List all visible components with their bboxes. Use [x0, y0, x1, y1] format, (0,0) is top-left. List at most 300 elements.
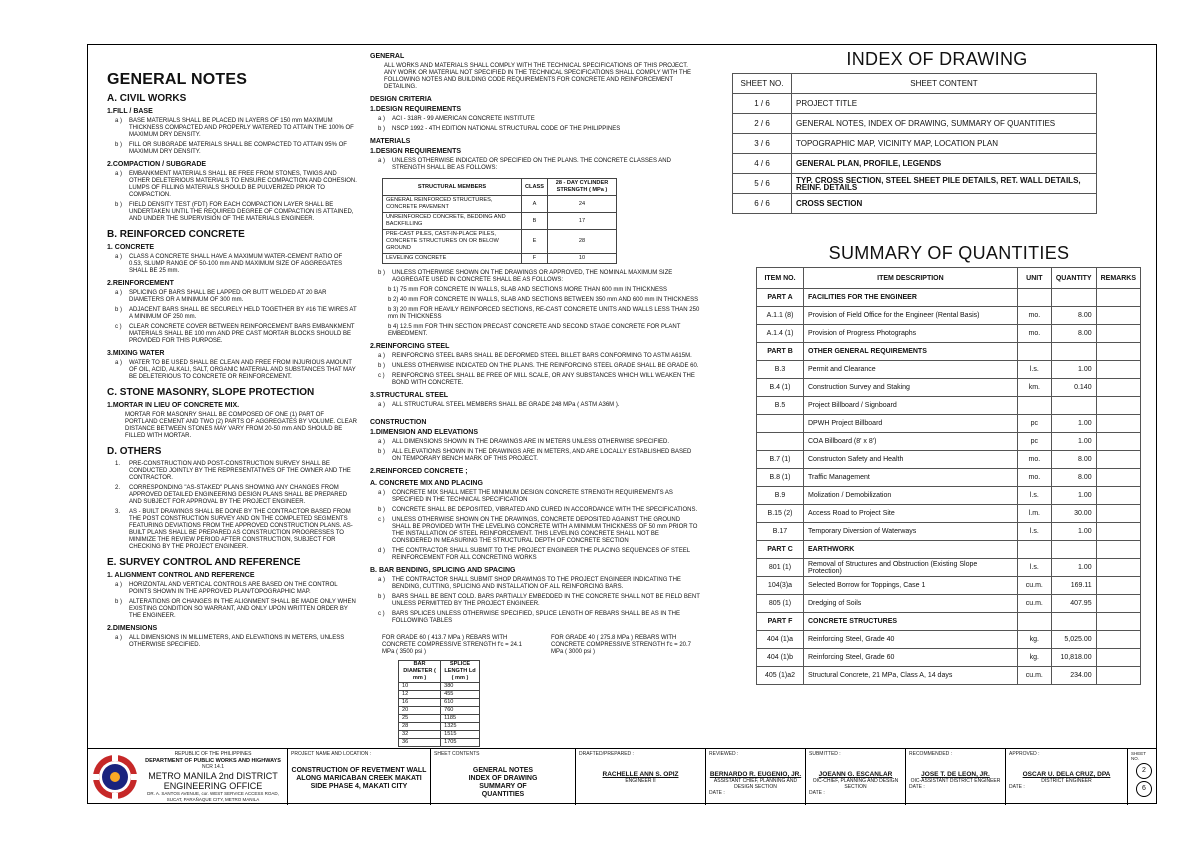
sheet-number-cell: 2 / 6 [733, 114, 792, 134]
reinforcement-note-text: CLEAR CONCRETE COVER BETWEEN REINFORCEMENT BARS EMBANKMENT MATERIALS SHALL BE 100 mm AND PRE CAST MORTAR BLOCKS SHOULD BE PROVIDED FOR THIS PURPOSE. [129, 324, 355, 344]
remarks-cell [1096, 415, 1140, 433]
summary-item-row [757, 325, 1141, 343]
summary-part-row [757, 343, 1141, 361]
quantity-cell: 8.00 [1051, 325, 1096, 343]
sheet-content-cell: PROJECT TITLE [792, 94, 1097, 114]
others-heading: D. OTHERS [107, 446, 162, 457]
recommended-position: OIC-ASSISTANT DISTRICT ENGINEER [910, 778, 1001, 784]
construction-heading: CONSTRUCTION [370, 419, 427, 426]
structural-note-item [370, 402, 700, 409]
table-cell: E [521, 230, 547, 254]
dimension-elevations-list [370, 439, 700, 463]
quantity-cell: 10,818.00 [1051, 649, 1096, 667]
table-header-cell: ITEM NO. [757, 268, 804, 289]
compaction-note-item [107, 171, 357, 199]
mortar-heading: 1.MORTAR IN LIEU OF CONCRETE MIX. [107, 402, 240, 409]
sheet-no-caption: SHEET NO. [1131, 751, 1146, 761]
sheet-number-cell: 6 / 6 [733, 194, 792, 214]
summary-item-row [757, 649, 1141, 667]
remarks-cell [1096, 559, 1140, 577]
right-column [732, 49, 1142, 685]
index-table [732, 73, 1097, 214]
part-description: CONCRETE STRUCTURES [804, 613, 1018, 631]
concrete-note-text: CLASS A CONCRETE SHALL HAVE A MAXIMUM WATER-CEMENT RATIO OF 0.53, SLUMP RANGE OF 50-100 mm AND MAXIMUM SIZE OF AGGREGATES SHALL BE 25 mm. [129, 254, 343, 274]
dimensions-heading: 2.DIMENSIONS [107, 625, 158, 632]
sheet-content-cell: TOPOGRAPHIC MAP, VICINITY MAP, LOCATION PLAN [792, 134, 1097, 154]
table-cell: 20 [399, 707, 441, 715]
unit-cell: km. [1017, 379, 1051, 397]
item-description: Provision of Field Office for the Engineer (Rental Basis) [804, 307, 1018, 325]
item-description: Permit and Clearance [804, 361, 1018, 379]
reinforcement-note-text: SPLICING OF BARS SHALL BE LAPPED OR BUTT WELDED AT 20 BAR DIAMETERS OR A MINIMUM OF 300 mm. [129, 290, 327, 303]
steel-note-item [370, 373, 700, 387]
others-note-text: PRE-CONSTRUCTION AND POST-CONSTRUCTION SURVEY SHALL BE CONDUCTED JOINTLY BY THE REPRESENTATIVES OF THE OWNER AND THE CONTRACTOR. [129, 461, 351, 481]
remarks-cell [1096, 343, 1140, 361]
sheet-number-cell: 1 / 6 [733, 94, 792, 114]
fill-note-item [107, 118, 357, 139]
fill-note-label: a ) [115, 118, 123, 124]
mixing-water-note-text: WATER TO BE USED SHALL BE CLEAN AND FREE FROM INJURIOUS AMOUNT OF OIL, ACID, ALKALI, SALT, ORGANIC MATERIAL AND SUBSTANCES THAT MAY BE DELETERIOUS TO CONCRETE OR REINFORCEMENT. [129, 360, 356, 380]
remarks-cell [1096, 433, 1140, 451]
sheet-number-cell: 4 / 6 [733, 154, 792, 174]
remarks-cell [1096, 307, 1140, 325]
remarks-cell [1096, 541, 1140, 559]
drafted-caption: DRAFTED/PREPARED : [579, 751, 634, 757]
alignment-note-label: a ) [115, 582, 123, 588]
sheet-no-cell [1127, 749, 1157, 805]
design-requirements-heading: 1.DESIGN REQUIREMENTS [370, 106, 462, 113]
reviewed-position: ASSISTANT CHIEF, PLANNING AND DESIGN SECTION [713, 778, 798, 790]
reinforcement-note-item [107, 290, 357, 304]
item-description: Traffic Management [804, 469, 1018, 487]
rebar-grade40-note: FOR GRADE 40 ( 275.8 MPa ) REBARS WITH CONCRETE COMPRESSIVE STRENGTH f'c = 20.7 MPa ( 3000 psi ) [551, 635, 692, 655]
table-cell: B [521, 213, 547, 230]
quantity-cell: 5,025.00 [1051, 631, 1096, 649]
criteria-list [370, 116, 700, 133]
dpwh-logo-icon [91, 753, 139, 801]
materials-requirements-heading: 1.DESIGN REQUIREMENTS [370, 148, 462, 155]
dimension-elev-note-item [370, 439, 700, 446]
item-description: Reinforcing Steel, Grade 40 [804, 631, 1018, 649]
item-description: Constructon Safety and Health [804, 451, 1018, 469]
table-cell: 24 [547, 196, 616, 213]
item-number: 104(3)a [757, 577, 804, 595]
reinforced-concrete-sub-heading: 2.REINFORCED CONCRETE ; [370, 468, 468, 475]
title-block [87, 748, 1157, 805]
summary-item-row [757, 523, 1141, 541]
table-cell: 380 [441, 683, 480, 691]
submitted-name: JOEANN G. ESCANLAR [818, 771, 893, 778]
item-number [757, 415, 804, 433]
reinforced-concrete-heading: B. REINFORCED CONCRETE [107, 229, 245, 240]
general-text: ALL WORKS AND MATERIALS SHALL COMPLY WITH THE TECHNICAL SPECIFICATIONS OF THIS PROJECT. ANY WORK OR MATERIAL NOT SPECIFIED IN THE TECHNICAL SPECIFICATIONS SHALL COMPLY WITH THE FOLLOWING NOTES AND BUILDING CODE REQUIREMENTS FOR CONCRETE AND REINFORCEMENT DETAILING. [384, 63, 692, 90]
table-header-cell: QUANTITY [1051, 268, 1096, 289]
quantity-cell: 407.95 [1051, 595, 1096, 613]
quantity-cell [1051, 541, 1096, 559]
unit-cell: kg. [1017, 631, 1051, 649]
fill-base-heading: 1.FILL / BASE [107, 108, 153, 115]
quantity-cell: 1.00 [1051, 433, 1096, 451]
item-description: COA Billboard (8' x 8') [804, 433, 1018, 451]
table-row [383, 196, 617, 213]
concrete-note-label: a ) [115, 254, 123, 260]
office-line-6: DR. A. SANTOS AVENUE, cor. WEST SERVICE ACCESS ROAD, [147, 790, 279, 796]
part-label: PART F [757, 613, 804, 631]
office-line-7: SUCAT, PARAÑAQUE CITY, METRO MANILA [166, 797, 260, 802]
remarks-cell [1096, 649, 1140, 667]
table-cell: 1325 [441, 723, 480, 731]
materials-a [370, 158, 700, 172]
summary-table [756, 267, 1141, 685]
table-row [399, 715, 480, 723]
quantity-cell [1051, 289, 1096, 307]
remarks-cell [1096, 469, 1140, 487]
compaction-heading: 2.COMPACTION / SUBGRADE [107, 161, 207, 168]
unit-cell [1017, 541, 1051, 559]
quantity-cell [1051, 343, 1096, 361]
dimension-elev-note-label: a ) [378, 439, 386, 445]
project-name: CONSTRUCTION OF REVETMENT WALL ALONG MARICABAN CREEK MAKATI SIDE PHASE 4, MAKATI CITY [291, 767, 427, 790]
table-row [733, 154, 1097, 174]
table-cell: 10 [547, 254, 616, 264]
table-row [399, 699, 480, 707]
table-cell: 1705 [441, 739, 480, 747]
project-cell [287, 749, 430, 805]
sheet-content-cell: GENERAL PLAN, PROFILE, LEGENDS [792, 154, 1097, 174]
splice-length-body [399, 683, 480, 747]
table-cell: 28 [399, 723, 441, 731]
materials-b [370, 270, 700, 284]
table-cell: 25 [399, 715, 441, 723]
remarks-cell [1096, 487, 1140, 505]
survey-heading: E. SURVEY CONTROL AND REFERENCE [107, 557, 301, 568]
table-row [383, 254, 617, 264]
office-line-1: REPUBLIC OF THE PHILIPPINES [174, 751, 252, 757]
criteria-note-label: a ) [378, 116, 386, 122]
mix-note-text: THE CONTRACTOR SHALL SUBMIT TO THE PROJECT ENGINEER THE PLACING SEQUENCES OF STEEL REINFORCEMENT FOR ALL CONCRETING WORKS [392, 548, 690, 561]
mix-note-text: UNLESS OTHERWISE SHOWN ON THE DRAWINGS, CONCRETE DEPOSITED AGAINST THE GROUND SHALL BE PROVIDED WITH THE LEVELING CONCRETE WITH A MINIMUM THICKNESS OF 50 mm PRIOR TO THE INSTALLATION OF STEEL REINFORCEMENT. THIS LEVELING CONCRETE SHALL NOT BE CONSIDERED IN MEASURING THE STRUCTURAL DEPTH OF CONCRETE SECTION [392, 517, 698, 544]
recommended-name: JOSE T. DE LEON, JR. [921, 771, 990, 778]
item-description: Selected Borrow for Toppings, Case 1 [804, 577, 1018, 595]
table-cell: 760 [441, 707, 480, 715]
bend-note-item [370, 577, 700, 591]
item-number: B.17 [757, 523, 804, 541]
table-row [399, 683, 480, 691]
table-cell: 12 [399, 691, 441, 699]
unit-cell: l.s. [1017, 487, 1051, 505]
dimension-elev-note-text: ALL DIMENSIONS SHOWN IN THE DRAWINGS ARE IN METERS UNLESS OTHERWISE SPECIFIED. [392, 439, 670, 445]
structural-note-text: ALL STRUCTURAL STEEL MEMBERS SHALL BE GRADE 248 MPa ( ASTM A36M ). [392, 402, 620, 408]
remarks-cell [1096, 577, 1140, 595]
table-header-cell: SHEET NO. [733, 74, 792, 94]
unit-cell: l.s. [1017, 361, 1051, 379]
project-caption: PROJECT NAME AND LOCATION : [291, 751, 372, 757]
mix-note-label: b ) [378, 507, 386, 513]
summary-item-row [757, 307, 1141, 325]
compaction-note-label: a ) [115, 171, 123, 177]
bar-bending-heading: B. BAR BENDING, SPLICING AND SPACING [370, 567, 516, 574]
summary-item-row [757, 469, 1141, 487]
item-description: Temporary Diversion of Waterways [804, 523, 1018, 541]
sheet-content-cell: TYP. CROSS SECTION, STEEL SHEET PILE DETAILS, RET. WALL DETAILS, REINF. DETAILS [792, 174, 1097, 194]
unit-cell: kg. [1017, 649, 1051, 667]
mortar-text: MORTAR FOR MASONRY SHALL BE COMPOSED OF ONE (1) PART OF PORTLAND CEMENT AND TWO (2) PARTS OF AGGREGATES BY VOLUME. CLEAR DISTANCE BETWEEN STONES MAY VARY FROM 20-50 mm AND SHOULD BE FILLED WITH MORTAR. [125, 412, 357, 439]
item-description: Reinforcing Steel, Grade 60 [804, 649, 1018, 667]
sheet-content-cell: GENERAL NOTES, INDEX OF DRAWING, SUMMARY OF QUANTITIES [792, 114, 1097, 134]
criteria-note-item [370, 126, 700, 133]
table-header-cell: CLASS [521, 179, 547, 196]
table-row [733, 94, 1097, 114]
item-description: Removal of Structures and Obstruction (Existing Slope Protection) [804, 559, 1018, 577]
summary-of-quantities-title: SUMMARY OF QUANTITIES [828, 243, 1070, 263]
unit-cell: cu.m. [1017, 667, 1051, 685]
bend-note-label: a ) [378, 577, 386, 583]
quantity-cell: 1.00 [1051, 415, 1096, 433]
quantity-cell: 8.00 [1051, 307, 1096, 325]
table-row [733, 194, 1097, 214]
table-cell: A [521, 196, 547, 213]
sheet-content-cell: CROSS SECTION [792, 194, 1097, 214]
reinforcement-note-label: a ) [115, 290, 123, 296]
reinforcing-steel-list [370, 353, 700, 387]
alignment-heading: 1. ALIGNMENT CONTROL AND REFERENCE [107, 572, 255, 579]
dimension-note-item [107, 635, 357, 649]
reinforcement-note-text: ADJACENT BARS SHALL BE SECURELY HELD TOGETHER BY #16 TIE WIRES AT A MINIMUM OF 250 mm. [129, 307, 357, 320]
mix-note-text: CONCRETE SHALL BE DEPOSITED, VIBRATED AND CURED IN ACCORDANCE WITH THE SPECIFICATIONS. [392, 507, 698, 513]
general-notes-title: GENERAL NOTES [107, 71, 248, 88]
table-cell: PRE-CAST PILES, CAST-IN-PLACE PILES, CONCRETE STRUCTURES ON OR BELOW GROUND [383, 230, 522, 254]
item-description: Molization / Demobilization [804, 487, 1018, 505]
materials-a-label: a ) [378, 158, 386, 164]
submitted-date-label: DATE : [809, 790, 825, 796]
rebar-grade-notes [382, 635, 700, 656]
concrete-note-item [107, 254, 357, 275]
steel-note-label: b ) [378, 363, 386, 369]
sheet-total: 6 [1136, 781, 1152, 797]
contents-cell [430, 749, 575, 805]
remarks-cell [1096, 325, 1140, 343]
unit-cell [1017, 397, 1051, 415]
structural-steel-heading: 3.STRUCTURAL STEEL [370, 392, 449, 399]
drafted-position: ENGINEER II [625, 778, 656, 784]
index-of-drawing-title: INDEX OF DRAWING [846, 49, 1028, 69]
summary-part-row [757, 289, 1141, 307]
materials-a-text: UNLESS OTHERWISE INDICATED OR SPECIFIED ON THE PLANS. THE CONCRETE CLASSES AND STRENGTH SHALL BE AS FOLLOWS: [392, 158, 671, 171]
fill-note-item [107, 142, 357, 156]
fill-list [107, 118, 357, 156]
alignment-list [107, 582, 357, 620]
fill-note-text: FILL OR SUBGRADE MATERIALS SHALL BE COMPACTED TO ATTAIN 95% OF MAXIMUM DRY DENSITY. [129, 142, 347, 155]
remarks-cell [1096, 397, 1140, 415]
dimensions-list [107, 635, 357, 649]
unit-cell: pc [1017, 415, 1051, 433]
part-description: EARTHWORK [804, 541, 1018, 559]
summary-item-row [757, 361, 1141, 379]
index-header [733, 74, 1097, 94]
concrete-mix-heading: A. CONCRETE MIX AND PLACING [370, 480, 483, 487]
reinforcement-heading: 2.REINFORCEMENT [107, 280, 174, 287]
summary-part-row [757, 613, 1141, 631]
materials-heading: MATERIALS [370, 138, 411, 145]
splice-length-table [398, 660, 480, 747]
remarks-cell [1096, 523, 1140, 541]
concrete-class-table [382, 178, 617, 264]
item-number [757, 433, 804, 451]
item-description: Structural Concrete, 21 MPa, Class A, 14 days [804, 667, 1018, 685]
table-header-cell: UNIT [1017, 268, 1051, 289]
alignment-note-text: HORIZONTAL AND VERTICAL CONTROLS ARE BASED ON THE CONTROL POINTS SHOWN IN THE APPROVED PLAN/TOPOGRAPHIC MAP. [129, 582, 338, 595]
aggregate-size-item: b 1) 75 mm FOR CONCRETE IN WALLS, SLAB AND SECTIONS MORE THAN 600 mm IN THICKNESS [388, 287, 667, 293]
item-number: B.9 [757, 487, 804, 505]
quantity-cell: 30.00 [1051, 505, 1096, 523]
unit-cell [1017, 289, 1051, 307]
table-cell: 10 [399, 683, 441, 691]
item-description: Provision of Progress Photographs [804, 325, 1018, 343]
steel-note-label: c ) [378, 373, 385, 379]
alignment-note-item [107, 599, 357, 620]
summary-item-row [757, 379, 1141, 397]
bend-note-item [370, 594, 700, 608]
aggregate-size-item: b 4) 12.5 mm FOR THIN SECTION PRECAST CONCRETE AND SECOND STAGE CONCRETE FOR PLANT EMBEDMENT. [388, 324, 681, 337]
unit-cell: mo. [1017, 307, 1051, 325]
remarks-cell [1096, 613, 1140, 631]
recommended-cell [905, 749, 1005, 805]
mixing-water-list [107, 360, 357, 381]
summary-item-row [757, 631, 1141, 649]
approved-position: DISTRICT ENGINEER [1041, 778, 1092, 784]
table-header-cell: SHEET CONTENT [792, 74, 1097, 94]
table-cell: 455 [441, 691, 480, 699]
table-cell: 28 [547, 230, 616, 254]
reinforcement-note-item [107, 307, 357, 321]
criteria-note-label: b ) [378, 126, 386, 132]
dimension-elevations-heading: 1.DIMENSION AND ELEVATIONS [370, 429, 478, 436]
others-note-item [107, 509, 357, 551]
table-header-cell: ITEM DESCRIPTION [804, 268, 1018, 289]
alignment-note-text: ALTERATIONS OR CHANGES IN THE ALIGNMENT SHALL BE MADE ONLY WHEN EXISTING CONDITION SO WARRANT, AND ONLY UPON WRITTEN ORDER BY THE ENGINEER. [129, 599, 356, 619]
unit-cell: mo. [1017, 325, 1051, 343]
item-number: A.1.1 (8) [757, 307, 804, 325]
reviewed-caption: REVIEWED : [709, 751, 739, 757]
submitted-cell [805, 749, 905, 805]
summary-item-row [757, 487, 1141, 505]
table-cell: 17 [547, 213, 616, 230]
others-note-text: AS - BUILT DRAWINGS SHALL BE DONE BY THE CONTRACTOR BASED FROM THE POST CONSTRUCTION SURVEY AND ON THE COMPLETED SEGMENTS FEATURING DEVIATIONS FROM THE APPROVED CONSTRUCTION PLANS. AS-BUILT PLANS SHALL BE PREPARED AS CONSTRUCTION PROGRESSES TO MINIMIZE THE REVIEW PERIOD AFTER CONSTRUCTION, SUBJECT FOR CHECKING BY THE PROJECT ENGINEER. [129, 509, 353, 550]
remarks-cell [1096, 667, 1140, 685]
compaction-list [107, 171, 357, 223]
quantity-cell: 169.11 [1051, 577, 1096, 595]
summary-item-row [757, 433, 1141, 451]
materials-b-label: b ) [378, 270, 386, 276]
item-number: B.3 [757, 361, 804, 379]
quantity-cell: 8.00 [1051, 469, 1096, 487]
table-cell: LEVELING CONCRETE [383, 254, 522, 264]
quantity-cell: 1.00 [1051, 487, 1096, 505]
general-heading: GENERAL [370, 53, 405, 60]
mix-note-label: d ) [378, 548, 386, 554]
criteria-note-text: ACI - 318R - 99 AMERICAN CONCRETE INSTITUTE [392, 116, 535, 122]
item-description: DPWH Project Billboard [804, 415, 1018, 433]
quantity-cell: 1.00 [1051, 361, 1096, 379]
summary-body [757, 289, 1141, 685]
mix-note-item [370, 548, 700, 562]
part-label: PART C [757, 541, 804, 559]
others-list [107, 461, 357, 551]
sheet-number-cell: 5 / 6 [733, 174, 792, 194]
quantity-cell: 8.00 [1051, 451, 1096, 469]
table-row [383, 230, 617, 254]
unit-cell: l.s. [1017, 559, 1051, 577]
unit-cell [1017, 613, 1051, 631]
reinforcing-steel-heading: 2.REINFORCING STEEL [370, 343, 450, 350]
mixing-water-heading: 3.MIXING WATER [107, 350, 165, 357]
office-cell [87, 749, 287, 805]
office-line-2: DEPARTMENT OF PUBLIC WORKS AND HIGHWAYS [145, 757, 281, 764]
mix-note-item [370, 507, 700, 514]
mixing-water-note-label: a ) [115, 360, 123, 366]
item-number: 801 (1) [757, 559, 804, 577]
concrete-class-body [383, 196, 617, 264]
bend-note-item [370, 611, 700, 625]
item-description: Project Billboard / Signboard [804, 397, 1018, 415]
criteria-note-item [370, 116, 700, 123]
bend-note-text: BARS SHALL BE BENT COLD. BARS PARTIALLY EMBEDDED IN THE CONCRETE SHALL NOT BE FIELD BENT UNLESS PERMITTED BY THE PROJECT ENGINEER. [392, 594, 700, 607]
civil-works-heading: A. CIVIL WORKS [107, 93, 187, 104]
others-note-text: CORRESPONDING "AS-STAKED" PLANS SHOWING ANY CHANGES FROM APPROVED DETAILED ENGINEERING DESIGN PLANS SHALL BE PREPARED AND SUBJECT FOR APPROVAL BY THE PROJECT ENGINEER. [129, 485, 347, 505]
dimension-elev-note-text: ALL ELEVATIONS SHOWN IN THE DRAWINGS ARE IN METERS, AND ARE LOCALLY ESTABLISHED BASED ON TEMPORARY BENCH MARK OF THIS PROJECT. [392, 449, 692, 462]
table-header-cell: 28 - DAY CYLINDER STRENGTH ( MPa ) [547, 179, 616, 196]
item-number: 805 (1) [757, 595, 804, 613]
remarks-cell [1096, 289, 1140, 307]
others-note-item [107, 485, 357, 506]
quantity-cell: 1.00 [1051, 559, 1096, 577]
alignment-note-label: b ) [115, 599, 123, 605]
compaction-note-item [107, 202, 357, 223]
design-criteria-heading: DESIGN CRITERIA [370, 96, 432, 103]
middle-column [370, 48, 700, 747]
table-cell: 32 [399, 731, 441, 739]
table-header-cell: STRUCTURAL MEMBERS [383, 179, 522, 196]
reinforcement-list [107, 290, 357, 345]
unit-cell: mo. [1017, 469, 1051, 487]
table-row [399, 691, 480, 699]
table-row [733, 134, 1097, 154]
item-description: Construction Survey and Staking [804, 379, 1018, 397]
part-description: OTHER GENERAL REQUIREMENTS [804, 343, 1018, 361]
sheet-number: 2 [1136, 763, 1152, 779]
table-row [733, 174, 1097, 194]
office-line-5: ENGINEERING OFFICE [163, 780, 263, 791]
aggregate-size-item: b 2) 40 mm FOR CONCRETE IN WALLS, SLAB AND SECTIONS BETWEEN 350 mm AND 600 mm IN THICKNESS [388, 297, 699, 303]
summary-item-row [757, 559, 1141, 577]
item-number: 405 (1)a2 [757, 667, 804, 685]
steel-note-text: REINFORCING STEEL SHALL BE FREE OF MILL SCALE, OR ANY SUBSTANCES WHICH WILL WEAKEN THE BOND WITH CONCRETE. [392, 373, 695, 386]
compaction-note-text: EMBANKMENT MATERIALS SHALL BE FREE FROM STONES, TWIGS AND OTHER DELETERIOUS MATERIALS TO ENSURE COMPACTION AND COHESION. LUMPS OF FILLING MATERIALS SHOULD BE PULVERIZED PRIOR TO COMPACTION. [129, 171, 357, 198]
mix-note-label: a ) [378, 490, 386, 496]
quantity-cell: 1.00 [1051, 523, 1096, 541]
table-cell: 1185 [441, 715, 480, 723]
mix-note-text: CONCRETE MIX SHALL MEET THE MINIMUM DESIGN CONCRETE STRENGTH REQUIREMENTS AS SPECIFIED IN THE TECHNICAL SPECIFICATION [392, 490, 673, 503]
reinforcement-note-label: b ) [115, 307, 123, 313]
table-row [399, 731, 480, 739]
mix-note-label: c ) [378, 517, 385, 523]
summary-item-row [757, 667, 1141, 685]
office-line-3: NCR 14.1 [202, 764, 224, 770]
item-description: Dredging of Soils [804, 595, 1018, 613]
summary-item-row [757, 397, 1141, 415]
item-number: 404 (1)b [757, 649, 804, 667]
quantity-cell: 0.140 [1051, 379, 1096, 397]
